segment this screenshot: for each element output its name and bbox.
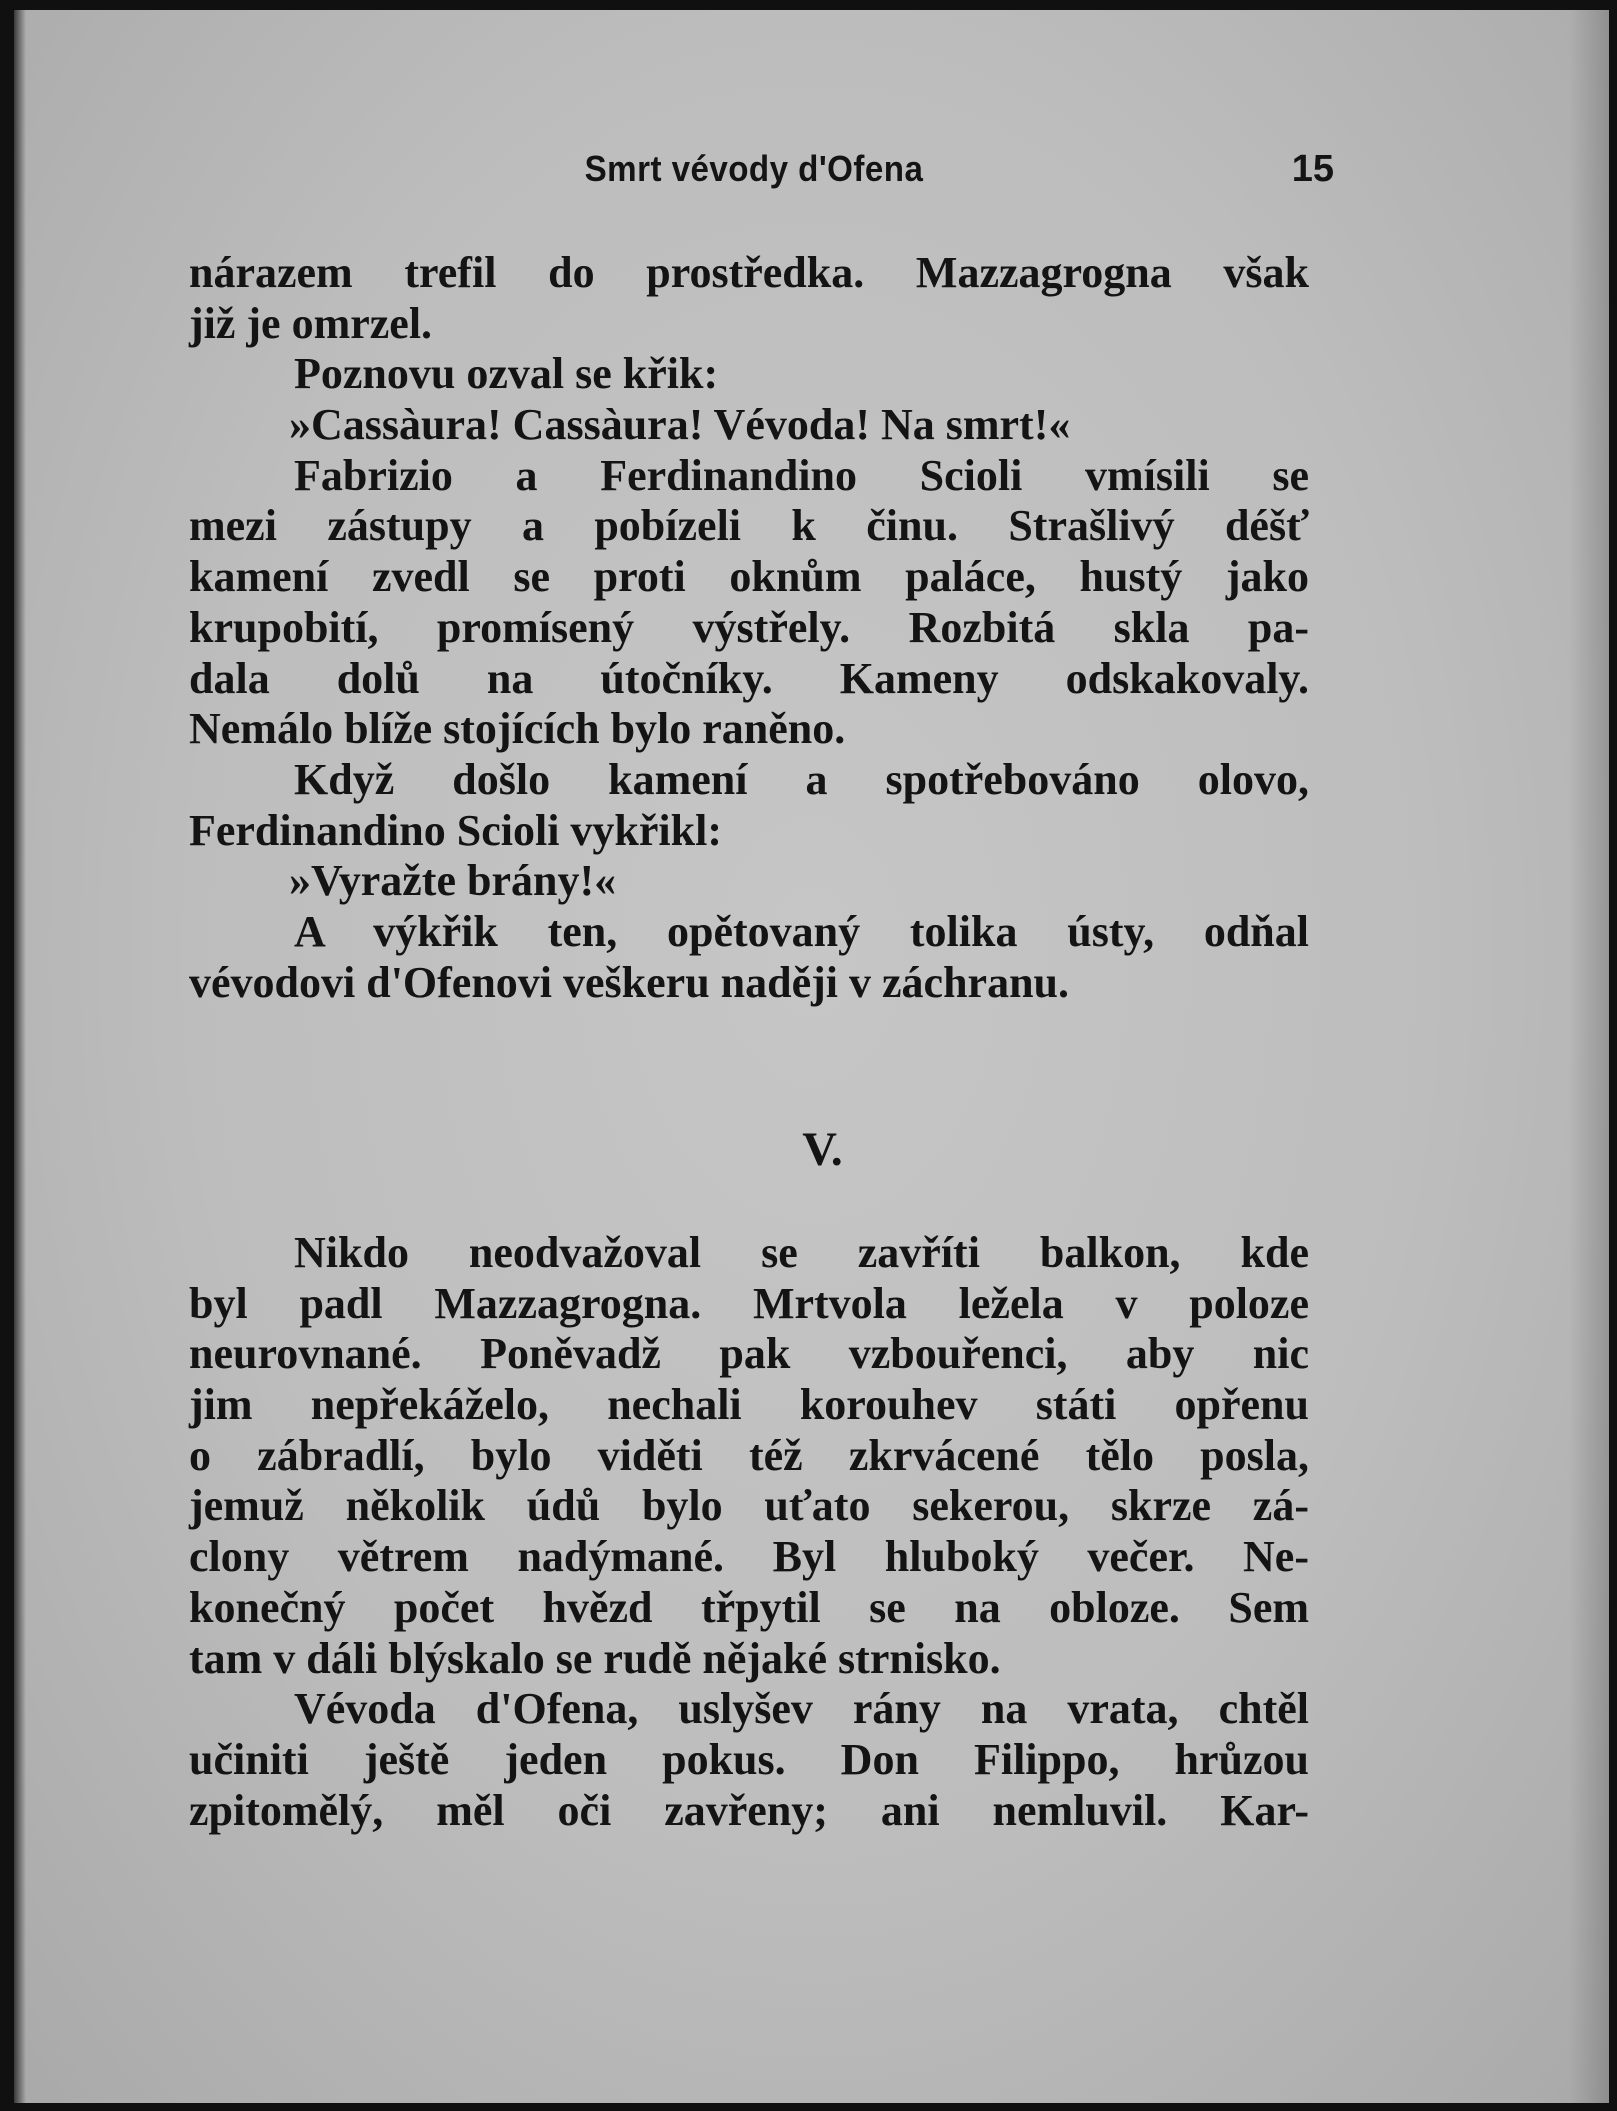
text-line: krupobití, promísený výstřely. Rozbitá skla pa- <box>189 602 1309 652</box>
text-line: Poznovu ozval se křik: <box>294 349 719 399</box>
text-line: clony větrem nadýmané. Byl hluboký večer. Ne- <box>189 1532 1309 1582</box>
text-line: nárazem trefil do prostředka. Mazzagrogna však <box>189 248 1309 297</box>
text-line: Když došlo kamení a spotřebováno olovo, <box>294 754 1309 804</box>
text-line: Ferdinandino Scioli vykřikl: <box>189 805 722 855</box>
text-line: »Vyražte brány!« <box>289 856 617 906</box>
running-title: Smrt vévody d'Ofena <box>584 148 924 189</box>
text-line: vévodovi d'Ofenovi veškeru naději v záchranu. <box>189 957 1070 1007</box>
text-line: tam v dáli blýskalo se rudě nějaké strnisko. <box>189 1633 1001 1683</box>
text-line: Vévoda d'Ofena, uslyšev rány na vrata, chtěl <box>294 1684 1309 1734</box>
text-line: »Cassàura! Cassàura! Vévoda! Na smrt!« <box>289 400 1071 450</box>
text-line: Nemálo blíže stojících bylo raněno. <box>189 704 846 754</box>
book-page <box>14 10 1609 2103</box>
text-line: učiniti ještě jeden pokus. Don Filippo, hrůzou <box>189 1734 1309 1784</box>
text-line: již je omrzel. <box>189 298 433 348</box>
text-line: jim nepřekáželo, nechali korouhev státi opřenu <box>189 1380 1309 1430</box>
text-line: konečný počet hvězd třpytil se na obloze. Sem <box>189 1582 1309 1632</box>
text-block-part2 <box>189 1228 1309 1836</box>
text-line: dala dolů na útočníky. Kameny odskakovaly. <box>189 653 1309 703</box>
text-line: mezi zástupy a pobízeli k činu. Strašlivý déšť <box>189 501 1309 551</box>
page-header <box>174 148 1334 208</box>
text-line: jemuž několik údů bylo uťato sekerou, skrze zá- <box>189 1481 1309 1531</box>
text-block-part1 <box>189 248 1309 1008</box>
text-line: neurovnané. Poněvadž pak vzbouřenci, aby nic <box>189 1329 1309 1379</box>
text-line: byl padl Mazzagrogna. Mrtvola ležela v poloze <box>189 1278 1309 1328</box>
text-line: Nikdo neodvažoval se zavříti balkon, kde <box>294 1228 1309 1277</box>
text-line: kamení zvedl se proti oknům paláce, hustý jako <box>189 552 1309 602</box>
text-line: A výkřik ten, opětovaný tolika ústy, odňal <box>294 906 1309 956</box>
section-heading: V. <box>802 1123 843 1176</box>
page-number: 15 <box>1291 148 1334 190</box>
text-line: Fabrizio a Ferdinandino Scioli vmísili se <box>294 450 1309 500</box>
text-line: zpitomělý, měl oči zavřeny; ani nemluvil. Kar- <box>189 1785 1309 1835</box>
text-line: o zábradlí, bylo viděti též zkrvácené tělo posla, <box>189 1430 1309 1480</box>
